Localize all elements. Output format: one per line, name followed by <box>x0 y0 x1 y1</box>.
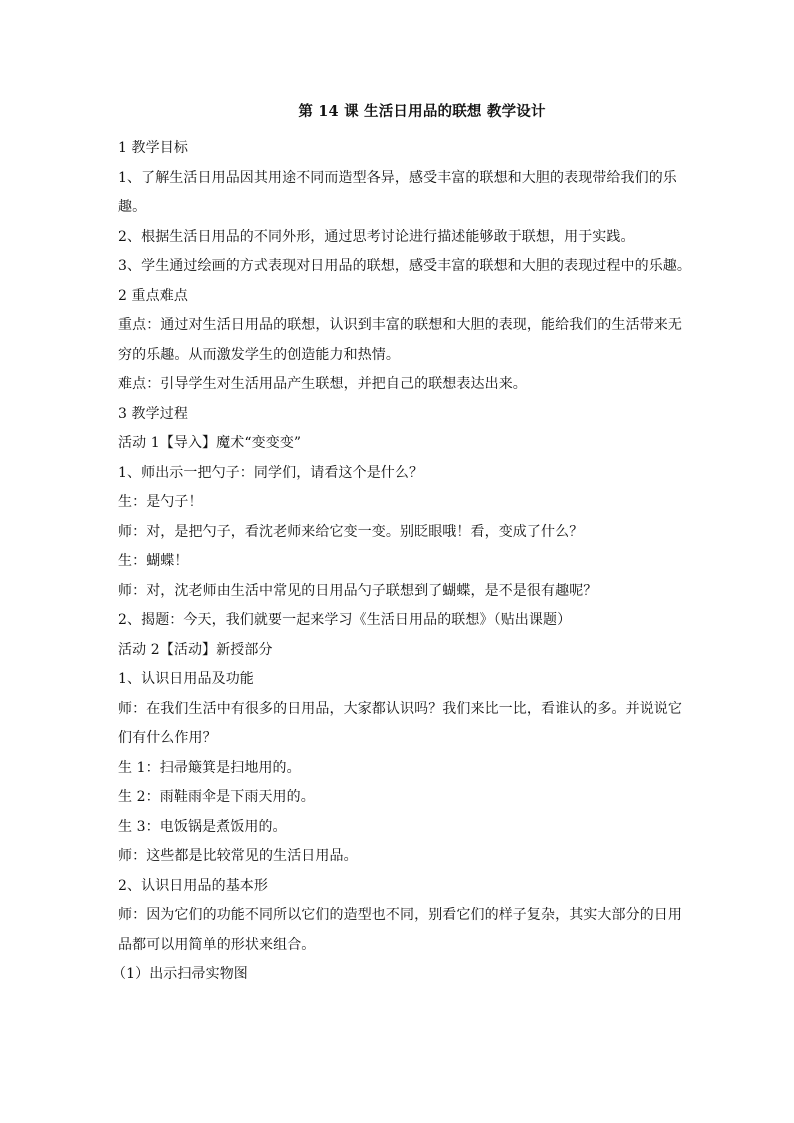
paragraph-line: 生 1：扫帚簸箕是扫地用的。 <box>118 759 301 776</box>
paragraph-line: 师：这些都是比较常见的生活日用品。 <box>118 848 358 864</box>
document-title: 第 14 课 生活日用品的联想 教学设计 <box>298 103 546 120</box>
paragraph-line: 2、认识日用品的基本形 <box>118 877 269 894</box>
section-heading-key-points: 2 重点难点 <box>118 287 188 304</box>
paragraph-line: 生：蝴蝶！ <box>118 553 189 569</box>
paragraph-line: 们有什么作用？ <box>118 730 217 746</box>
paragraph-line: 师：对，是把勺子，看沈老师来给它变一变。别眨眼哦！看，变成了什么？ <box>118 523 584 540</box>
paragraph-line: 生 2：雨鞋雨伞是下雨天用的。 <box>118 789 315 805</box>
section-heading-objectives: 1 教学目标 <box>118 140 188 156</box>
paragraph-line: 1、师出示一把勺子：同学们，请看这个是什么？ <box>118 464 424 481</box>
paragraph-line: 师：在我们生活中有很多的日用品，大家都认识吗？我们来比一比，看谁认的多。并说说它 <box>118 700 682 717</box>
paragraph-line: 难点：引导学生对生活用品产生联想，并把自己的联想表达出来。 <box>118 376 527 392</box>
paragraph-line: 重点：通过对生活日用品的联想，认识到丰富的联想和大胆的表现，能给我们的生活带来无 <box>118 317 682 333</box>
paragraph-line: 趣。 <box>118 199 147 215</box>
paragraph-line: 品都可以用简单的形状来组合。 <box>118 936 316 953</box>
paragraph-line: 生：是勺子！ <box>118 494 203 510</box>
activity-heading: 活动 1【导入】魔术“变变变” <box>118 435 302 451</box>
paragraph-line: 1、认识日用品及功能 <box>118 671 254 687</box>
paragraph-line: 师：对，沈老师由生活中常见的日用品勺子联想到了蝴蝶，是不是很有趣呢？ <box>118 582 598 599</box>
paragraph-line: 师：因为它们的功能不同所以它们的造型也不同，别看它们的样子复杂，其实大部分的日用 <box>118 907 682 923</box>
document-body <box>112 134 692 990</box>
paragraph-line: 2、揭题：今天，我们就要一起来学习《生活日用品的联想》（贴出课题） <box>118 612 572 628</box>
paragraph-line: （1）出示扫帚实物图 <box>112 966 248 982</box>
paragraph-line: 1、了解生活日用品因其用途不同而造型各异，感受丰富的联想和大胆的表现带给我们的乐 <box>118 169 677 186</box>
activity-heading: 活动 2【活动】新授部分 <box>118 641 273 658</box>
paragraph-line: 穷的乐趣。从而激发学生的创造能力和热情。 <box>118 346 400 363</box>
paragraph-line: 2、根据生活日用品的不同外形，通过思考讨论进行描述能够敢于联想，用于实践。 <box>118 228 635 245</box>
paragraph-line: 生 3：电饭锅是煮饭用的。 <box>118 818 287 835</box>
section-heading-process: 3 教学过程 <box>118 405 188 422</box>
paragraph-line: 3、学生通过绘画的方式表现对日用品的联想，感受丰富的联想和大胆的表现过程中的乐趣。 <box>118 258 692 274</box>
